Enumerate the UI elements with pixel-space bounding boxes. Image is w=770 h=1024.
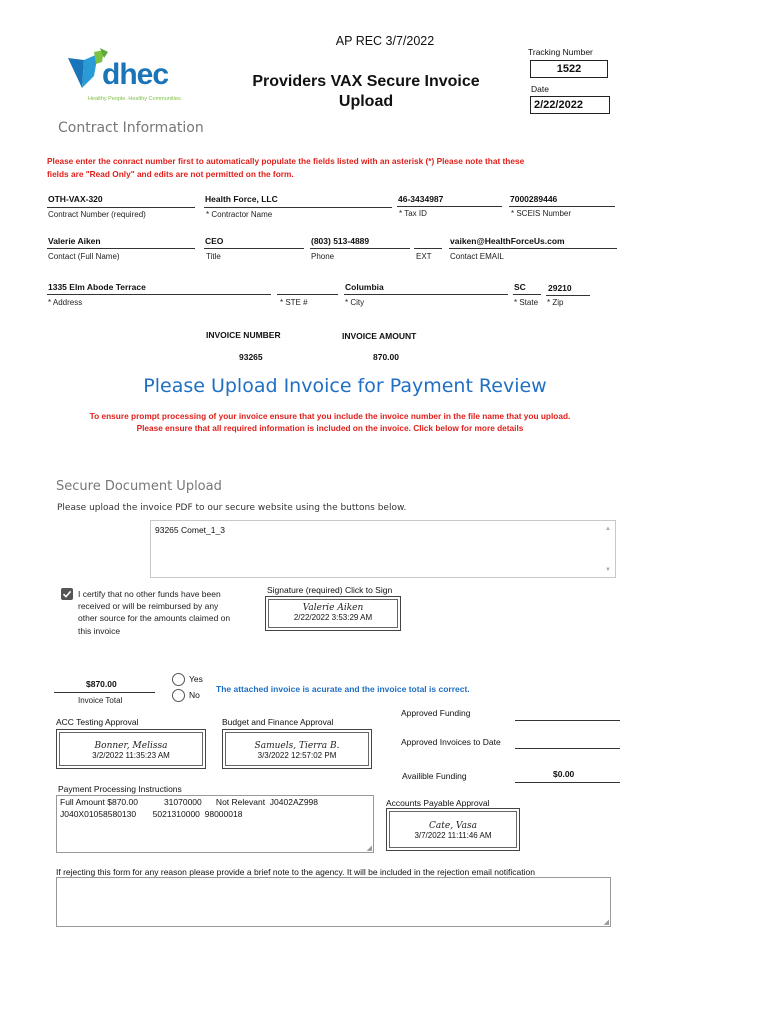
yes-radio[interactable] — [172, 673, 185, 686]
rejection-label: If rejecting this form for any reason please provide a brief note to the agency. It will be included in the rejection email notification — [56, 867, 535, 877]
contract-number-label: Contract Number (required) — [48, 210, 146, 219]
budget-approval-signature-box[interactable] — [222, 729, 372, 769]
acc-approval-signature-box[interactable] — [56, 729, 206, 769]
ext-label: EXT — [416, 252, 432, 261]
date-label: Date — [531, 84, 549, 94]
accuracy-statement: The attached invoice is acurate and the invoice total is correct. — [216, 684, 470, 694]
secure-upload-title: Secure Document Upload — [56, 479, 222, 494]
tracking-label: Tracking Number — [528, 47, 593, 57]
secure-upload-instructions: Please upload the invoice PDF to our secure website using the buttons below. — [57, 503, 407, 513]
date-field[interactable]: 2/22/2022 — [530, 96, 610, 114]
contractor-name-label: * Contractor Name — [206, 210, 273, 219]
file-name: 93265 Comet_1_3 — [155, 525, 225, 535]
state-field[interactable]: SC — [514, 282, 526, 292]
budget-approval-date: 3/3/2022 12:57:02 PM — [257, 751, 337, 760]
rejection-note-field[interactable] — [56, 877, 611, 927]
email-field[interactable]: vaiken@HealthForceUs.com — [450, 236, 565, 246]
state-label: * State — [514, 298, 539, 307]
signature-date: 2/22/2022 3:53:29 AM — [293, 613, 373, 622]
city-field[interactable]: Columbia — [345, 282, 384, 292]
ap-approver-name: Cate, Vasa — [429, 821, 477, 831]
address-field[interactable]: 1335 Elm Abode Terrace — [48, 282, 146, 292]
yes-label: Yes — [189, 674, 203, 684]
dhec-logo — [60, 44, 200, 108]
payment-instructions-label: Payment Processing Instructions — [58, 784, 182, 794]
no-radio[interactable] — [172, 689, 185, 702]
invoice-total-label: Invoice Total — [78, 696, 123, 705]
budget-approver-name: Samuels, Tierra B. — [254, 741, 340, 751]
contractor-signature-box[interactable] — [265, 596, 401, 631]
checkmark-icon — [61, 588, 73, 600]
invoice-number-label: INVOICE NUMBER — [206, 330, 281, 340]
title-label: Title — [206, 252, 221, 261]
acc-approval-date: 3/2/2022 11:35:23 AM — [92, 751, 170, 760]
city-label: * City — [345, 298, 365, 307]
invoice-amount-label: INVOICE AMOUNT — [342, 331, 417, 341]
logo-tagline: Healthy People. Healthy Communities. — [88, 96, 183, 102]
invoice-number-field[interactable]: 93265 — [239, 352, 263, 362]
ap-approval-label: Accounts Payable Approval — [386, 798, 490, 808]
phone-field[interactable]: (803) 513-4889 — [311, 236, 370, 246]
ap-approval-signature-box[interactable] — [386, 808, 520, 851]
form-title: Providers VAX Secure Invoice Upload — [252, 73, 480, 110]
contact-name-label: Contact (Full Name) — [48, 252, 120, 261]
contact-name-field[interactable]: Valerie Aiken — [48, 236, 101, 246]
email-label: Contact EMAIL — [450, 252, 504, 261]
tracking-number-field[interactable]: 1522 — [530, 60, 608, 78]
certify-checkbox[interactable] — [61, 588, 73, 600]
title-field[interactable]: CEO — [205, 236, 224, 246]
resize-handle-icon[interactable]: ◢ — [603, 919, 609, 926]
contract-notice: Please enter the conract number first to automatically populate the fields listed with an asterisk (*) Please note that these fields are "Read Only" and edits are not permitted on the form. — [47, 156, 525, 179]
signature-label: Signature (required) Click to Sign — [267, 585, 393, 595]
resize-handle-icon[interactable]: ◢ — [366, 845, 372, 852]
ap-approval-date: 3/7/2022 11:11:46 AM — [414, 831, 492, 840]
upload-heading: Please Upload Invoice for Payment Review — [143, 375, 547, 397]
available-funding-label: Availible Funding — [402, 771, 467, 781]
address-label: * Address — [48, 298, 83, 307]
contract-section-title: Contract Information — [58, 120, 204, 136]
tax-id-field[interactable]: 46-3434987 — [398, 194, 444, 204]
payment-instructions-field[interactable] — [56, 795, 374, 853]
approved-to-date-label: Approved Invoices to Date — [401, 737, 501, 747]
invoice-total-field[interactable]: $870.00 — [86, 679, 117, 689]
invoice-amount-field[interactable]: 870.00 — [373, 352, 399, 362]
phone-label: Phone — [311, 252, 335, 261]
approved-funding-label: Approved Funding — [401, 708, 471, 718]
signature-name: Valerie Aiken — [302, 603, 364, 613]
approved-to-date-field[interactable] — [515, 748, 620, 749]
file-upload-field[interactable] — [150, 520, 616, 578]
zip-field[interactable]: 29210 — [548, 283, 572, 293]
sceis-number-field[interactable]: 7000289446 — [510, 194, 558, 204]
zip-label: * Zip — [547, 298, 564, 307]
logo-text: dhec — [102, 58, 169, 91]
payment-line-2: J040X01058580130 5021310000 98000018 — [60, 809, 243, 819]
payment-line-1: Full Amount $870.00 31070000 Not Relevant J0402AZ998 — [60, 797, 318, 807]
scroll-up-icon[interactable]: ▲ — [605, 526, 611, 532]
available-funding-field[interactable]: $0.00 — [553, 769, 575, 779]
budget-approval-label: Budget and Finance Approval — [222, 717, 334, 727]
tax-id-label: * Tax ID — [399, 209, 427, 218]
approved-funding-field[interactable] — [515, 720, 620, 721]
no-label: No — [189, 690, 200, 700]
upload-note: To ensure prompt processing of your invoice ensure that you include the invoice number in the file name that you upload. Please ensure that all required information is included on the invoice. Click below for more details — [89, 411, 571, 433]
top-title: AP REC 3/7/2022 — [335, 34, 435, 48]
ste-label: * STE # — [280, 298, 308, 307]
contract-number-field[interactable]: OTH-VAX-320 — [48, 194, 103, 204]
contractor-name-field[interactable]: Health Force, LLC — [205, 194, 278, 204]
certify-text: I certify that no other funds have been received or will be reimbursed by any other source for the amounts claimed on this invoice — [78, 589, 231, 636]
acc-approval-label: ACC Testing Approval — [56, 717, 139, 727]
sceis-number-label: * SCEIS Number — [511, 209, 572, 218]
acc-approver-name: Bonner, Melissa — [94, 741, 168, 751]
scroll-down-icon[interactable]: ▼ — [605, 567, 611, 573]
